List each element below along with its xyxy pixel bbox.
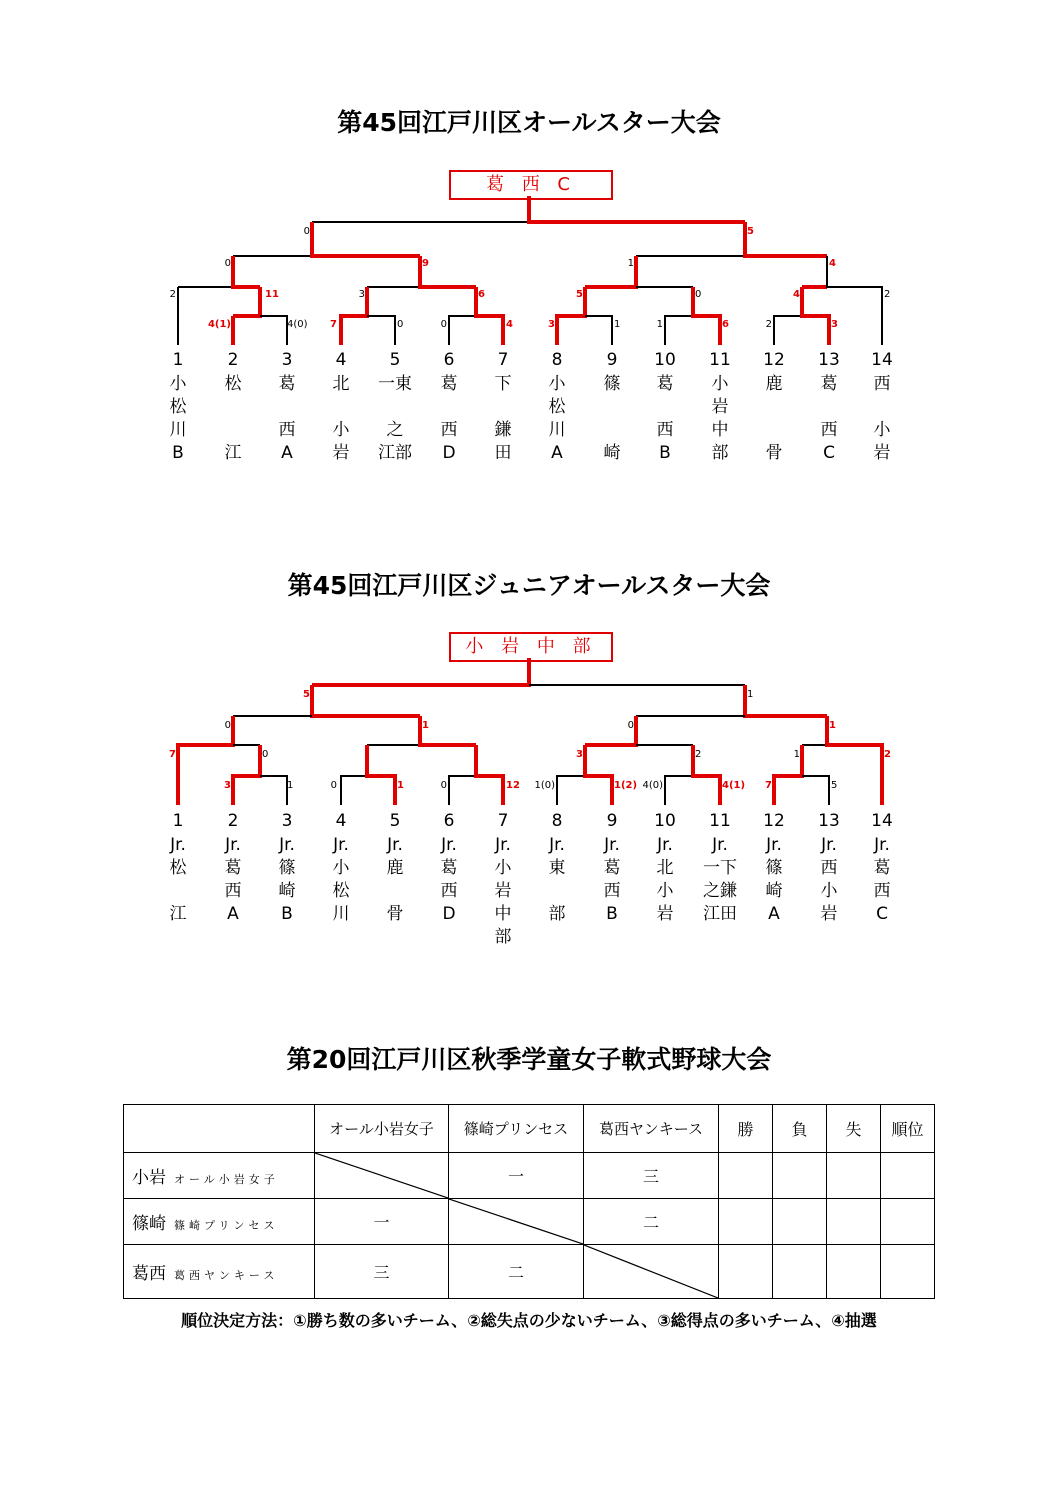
team-name-char: 小 — [873, 420, 891, 440]
score-label: 1 — [287, 780, 294, 791]
team-name-char: Jr. — [279, 835, 295, 855]
score-label: 5 — [747, 226, 754, 237]
t2-team — [267, 813, 307, 929]
t3-title: 第20回江戸川区秋季学童女子軟式野球大会 — [286, 1045, 772, 1074]
team-name-char: 之 — [386, 420, 404, 440]
t2-team — [375, 813, 415, 929]
team-number: 10 — [654, 811, 676, 831]
team-name-char: 葛 — [440, 374, 458, 394]
team-name-char: B — [172, 443, 184, 463]
t2-team — [809, 813, 849, 929]
rr-row-short: 葛西 — [132, 1264, 166, 1284]
rr-cell: 三 — [584, 1153, 719, 1199]
team-number: 13 — [818, 811, 840, 831]
team-name-char: 松 — [169, 858, 187, 878]
score-label: 1 — [627, 258, 634, 269]
team-number: 8 — [551, 350, 563, 370]
team-name-char: 崎 — [603, 443, 621, 463]
team-name-char: 之鎌 — [703, 881, 737, 901]
rr-cell — [719, 1199, 773, 1245]
team-name-char — [537, 883, 577, 906]
t2-team — [754, 813, 794, 929]
score-label: 4 — [793, 289, 800, 300]
rr-row-short: 小岩 — [132, 1168, 166, 1188]
team-name-char: 西 — [224, 881, 242, 901]
rr-row-full: 葛西ヤンキース — [174, 1269, 279, 1282]
team-number: 9 — [606, 811, 618, 831]
rr-cell — [881, 1153, 935, 1199]
team-name-char: Jr. — [387, 835, 403, 855]
team-number: 10 — [654, 350, 676, 370]
score-label: 4(1) — [207, 319, 231, 330]
team-number: 6 — [443, 350, 455, 370]
team-number: 4 — [335, 350, 347, 370]
team-name-char: 西 — [440, 881, 458, 901]
team-name-char: 葛 — [603, 858, 621, 878]
rr-header-row — [124, 1105, 935, 1153]
score-label: 4(0) — [287, 319, 308, 330]
score-label: 0 — [627, 720, 634, 731]
rr-cell — [719, 1245, 773, 1299]
score-label: 5 — [831, 780, 838, 791]
team-number: 5 — [389, 811, 401, 831]
score-label: 5 — [303, 689, 310, 700]
team-name-char: 川 — [332, 904, 350, 924]
score-label: 4 — [829, 258, 836, 269]
score-label: 4(0) — [642, 780, 663, 791]
team-name-char: 岩 — [873, 443, 891, 463]
rr-cell — [773, 1245, 827, 1299]
t1-title: 第45回江戸川区オールスター大会 — [337, 108, 721, 137]
team-name-char: 鎌 — [494, 420, 512, 440]
team-name-char: 篠 — [603, 374, 621, 394]
score-label: 5 — [576, 289, 583, 300]
team-name-char: Jr. — [495, 835, 511, 855]
rr-cell: 二 — [584, 1199, 719, 1245]
team-name-char: 葛 — [224, 858, 242, 878]
team-name-char: 骨 — [386, 904, 404, 924]
t2-title: 第45回江戸川区ジュニアオールスター大会 — [287, 571, 771, 600]
team-name-char: 小 — [656, 881, 674, 901]
rr-self-cell — [449, 1199, 584, 1245]
t2-team — [321, 813, 361, 929]
score-label: 7 — [169, 749, 176, 760]
team-name-char: 小 — [332, 858, 350, 878]
team-name-char: 岩 — [711, 397, 729, 417]
team-name-char: 江田 — [703, 904, 737, 924]
team-name-char: 葛 — [656, 374, 674, 394]
team-name-char: Jr. — [766, 835, 782, 855]
team-number: 12 — [763, 811, 785, 831]
score-label: 1(2) — [614, 780, 638, 791]
score-label: 1 — [397, 780, 404, 791]
rr-cell — [773, 1153, 827, 1199]
t2-team — [645, 813, 685, 929]
team-name-char: 江部 — [378, 443, 412, 463]
team-name-char: 東 — [548, 858, 566, 878]
team-name-char: 西 — [603, 881, 621, 901]
score-label: 9 — [422, 258, 429, 269]
score-label: 0 — [397, 319, 404, 330]
team-name-char: 西 — [656, 420, 674, 440]
team-name-char: A — [551, 443, 563, 463]
rr-cell: 一 — [449, 1153, 584, 1199]
score-label: 7 — [330, 319, 337, 330]
score-label: 3 — [224, 780, 231, 791]
rr-self-cell — [315, 1153, 449, 1199]
score-label: 1(0) — [534, 780, 555, 791]
rr-cell — [881, 1245, 935, 1299]
score-label: 3 — [576, 749, 583, 760]
team-number: 1 — [172, 350, 184, 370]
team-name-char: 岩 — [656, 904, 674, 924]
team-name-char: 中 — [494, 904, 512, 924]
rr-cell — [881, 1199, 935, 1245]
team-name-char: 小 — [820, 881, 838, 901]
team-name-char: B — [606, 904, 618, 924]
rr-row — [124, 1153, 935, 1199]
team-name-char: Jr. — [657, 835, 673, 855]
team-number: 11 — [709, 350, 731, 370]
team-name-char: 崎 — [278, 881, 296, 901]
team-number: 6 — [443, 811, 455, 831]
rr-cell: 三 — [315, 1245, 449, 1299]
score-label: 2 — [169, 289, 176, 300]
score-label: 0 — [695, 289, 702, 300]
t1-champion-box: 葛 西 C — [449, 170, 613, 200]
team-name-char: 小 — [548, 374, 566, 394]
team-name-char: Jr. — [604, 835, 620, 855]
team-name-char: 一東 — [378, 374, 412, 394]
team-name-char: 松 — [169, 397, 187, 417]
team-name-char: 川 — [548, 420, 566, 440]
score-label: 1 — [747, 689, 754, 700]
score-label: 1 — [422, 720, 429, 731]
rr-cell: 二 — [449, 1245, 584, 1299]
team-name-char: Jr. — [821, 835, 837, 855]
team-name-char: 北 — [332, 374, 350, 394]
score-label: 4 — [506, 319, 513, 330]
team-name-char: Jr. — [333, 835, 349, 855]
rr-row-full: オール小岩女子 — [174, 1173, 279, 1186]
team-name-char: 骨 — [765, 443, 783, 463]
team-name-char: 岩 — [820, 904, 838, 924]
t2-team — [592, 813, 632, 929]
rr-col-header: 負 — [773, 1105, 827, 1153]
t2-team — [862, 813, 902, 929]
team-name-char: 中 — [711, 420, 729, 440]
rr-cell — [719, 1153, 773, 1199]
team-name-char — [375, 883, 415, 906]
team-number: 4 — [335, 811, 347, 831]
rr-cell — [827, 1245, 881, 1299]
team-name-char: 小 — [169, 374, 187, 394]
rr-cell: 一 — [315, 1199, 449, 1245]
team-name-char: Jr. — [874, 835, 890, 855]
score-label: 0 — [224, 258, 231, 269]
team-name-char: 松 — [224, 374, 242, 394]
team-name-char: Jr. — [441, 835, 457, 855]
team-name-char: 部 — [548, 904, 566, 924]
rr-row — [124, 1199, 935, 1245]
team-name-char: 西 — [820, 420, 838, 440]
team-name-char: 葛 — [873, 858, 891, 878]
score-label: 0 — [303, 226, 310, 237]
score-label: 3 — [831, 319, 838, 330]
team-number: 3 — [281, 811, 293, 831]
rr-row-short: 篠崎 — [132, 1214, 166, 1234]
team-name-char: 西 — [278, 420, 296, 440]
score-label: 1 — [656, 319, 663, 330]
team-name-char: C — [823, 443, 835, 463]
rr-row-full: 篠崎プリンセス — [174, 1219, 279, 1232]
team-name-char: A — [768, 904, 780, 924]
team-number: 14 — [871, 350, 893, 370]
team-name-char — [158, 883, 198, 906]
team-name-char: 篠 — [765, 858, 783, 878]
team-name-char: 松 — [332, 881, 350, 901]
team-number: 9 — [606, 350, 618, 370]
score-label: 1 — [829, 720, 836, 731]
team-number: 2 — [227, 811, 239, 831]
team-name-char: 川 — [169, 420, 187, 440]
team-name-char: 江 — [224, 443, 242, 463]
team-name-char: B — [281, 904, 293, 924]
team-name-char: 下 — [494, 374, 512, 394]
team-name-char: 葛 — [440, 858, 458, 878]
team-name-char: 江 — [169, 904, 187, 924]
team-name-char: 一下 — [703, 858, 737, 878]
team-name-char: D — [442, 904, 456, 924]
rr-col-header: 篠崎プリンセス — [449, 1105, 584, 1153]
team-name-char: 篠 — [278, 858, 296, 878]
team-number: 3 — [281, 350, 293, 370]
team-name-char: Jr. — [170, 835, 186, 855]
t2-team — [483, 813, 523, 952]
score-label: 0 — [440, 780, 447, 791]
team-number: 7 — [497, 350, 509, 370]
team-number: 12 — [763, 350, 785, 370]
team-name-char: Jr. — [549, 835, 565, 855]
score-label: 2 — [695, 749, 702, 760]
team-name-char: 葛 — [278, 374, 296, 394]
score-label: 12 — [506, 780, 520, 791]
team-name-char: 崎 — [765, 881, 783, 901]
score-label: 0 — [224, 720, 231, 731]
score-label: 0 — [262, 749, 269, 760]
t2-team — [429, 813, 469, 929]
team-name-char: 葛 — [820, 374, 838, 394]
score-label: 2 — [765, 319, 772, 330]
rr-col-header: オール小岩女子 — [315, 1105, 449, 1153]
score-label: 2 — [884, 749, 891, 760]
t2-team — [158, 813, 198, 929]
t2-team — [700, 813, 740, 929]
t2-team — [537, 813, 577, 929]
score-label: 6 — [722, 319, 729, 330]
score-label: 2 — [884, 289, 891, 300]
team-name-char: 小 — [332, 420, 350, 440]
team-name-char: 岩 — [494, 881, 512, 901]
score-label: 7 — [765, 780, 772, 791]
team-name-char: Jr. — [225, 835, 241, 855]
score-label: 4(1) — [722, 780, 746, 791]
team-name-char: 部 — [494, 927, 512, 947]
score-label: 3 — [358, 289, 365, 300]
team-name-char: A — [281, 443, 293, 463]
rr-col-header: 葛西ヤンキース — [584, 1105, 719, 1153]
team-number: 14 — [871, 811, 893, 831]
team-name-char: 松 — [548, 397, 566, 417]
rr-col-header: 順位 — [881, 1105, 935, 1153]
rr-col-header: 勝 — [719, 1105, 773, 1153]
team-name-char: 鹿 — [386, 858, 404, 878]
team-name-char: 北 — [656, 858, 674, 878]
team-name-char: 西 — [820, 858, 838, 878]
score-label: 1 — [614, 319, 621, 330]
team-number: 8 — [551, 811, 563, 831]
round-robin-table — [123, 1104, 935, 1299]
team-name-char: 西 — [873, 374, 891, 394]
t2-champion-box: 小 岩 中 部 — [449, 632, 613, 662]
score-label: 0 — [330, 780, 337, 791]
score-label: 0 — [440, 319, 447, 330]
team-name-char: 部 — [711, 443, 729, 463]
team-name-char: 鹿 — [765, 374, 783, 394]
score-label: 6 — [478, 289, 485, 300]
team-name-char: 小 — [494, 858, 512, 878]
team-name-char: 西 — [873, 881, 891, 901]
rr-row — [124, 1245, 935, 1299]
score-label: 11 — [265, 289, 279, 300]
t2-team — [213, 813, 253, 929]
team-number: 13 — [818, 350, 840, 370]
rr-self-cell — [584, 1245, 719, 1299]
team-number: 7 — [497, 811, 509, 831]
team-name-char: D — [442, 443, 456, 463]
team-name-char: 岩 — [332, 443, 350, 463]
team-number: 11 — [709, 811, 731, 831]
team-name-char: 田 — [494, 443, 512, 463]
team-number: 1 — [172, 811, 184, 831]
team-name-char: 西 — [440, 420, 458, 440]
team-name-char: A — [227, 904, 239, 924]
team-name-char: Jr. — [712, 835, 728, 855]
rr-cell — [773, 1199, 827, 1245]
team-name-char: 小 — [711, 374, 729, 394]
score-label: 1 — [793, 749, 800, 760]
team-number: 2 — [227, 350, 239, 370]
rr-col-header: 失 — [827, 1105, 881, 1153]
ranking-note: 順位決定方法：①勝ち数の多いチーム、②総失点の少ないチーム、③総得点の多いチーム、④抽選 — [181, 1311, 877, 1330]
score-label: 3 — [548, 319, 555, 330]
rr-cell — [827, 1153, 881, 1199]
team-name-char: B — [659, 443, 671, 463]
rr-cell — [827, 1199, 881, 1245]
team-name-char: C — [876, 904, 888, 924]
team-number: 5 — [389, 350, 401, 370]
rr-corner — [124, 1105, 315, 1153]
